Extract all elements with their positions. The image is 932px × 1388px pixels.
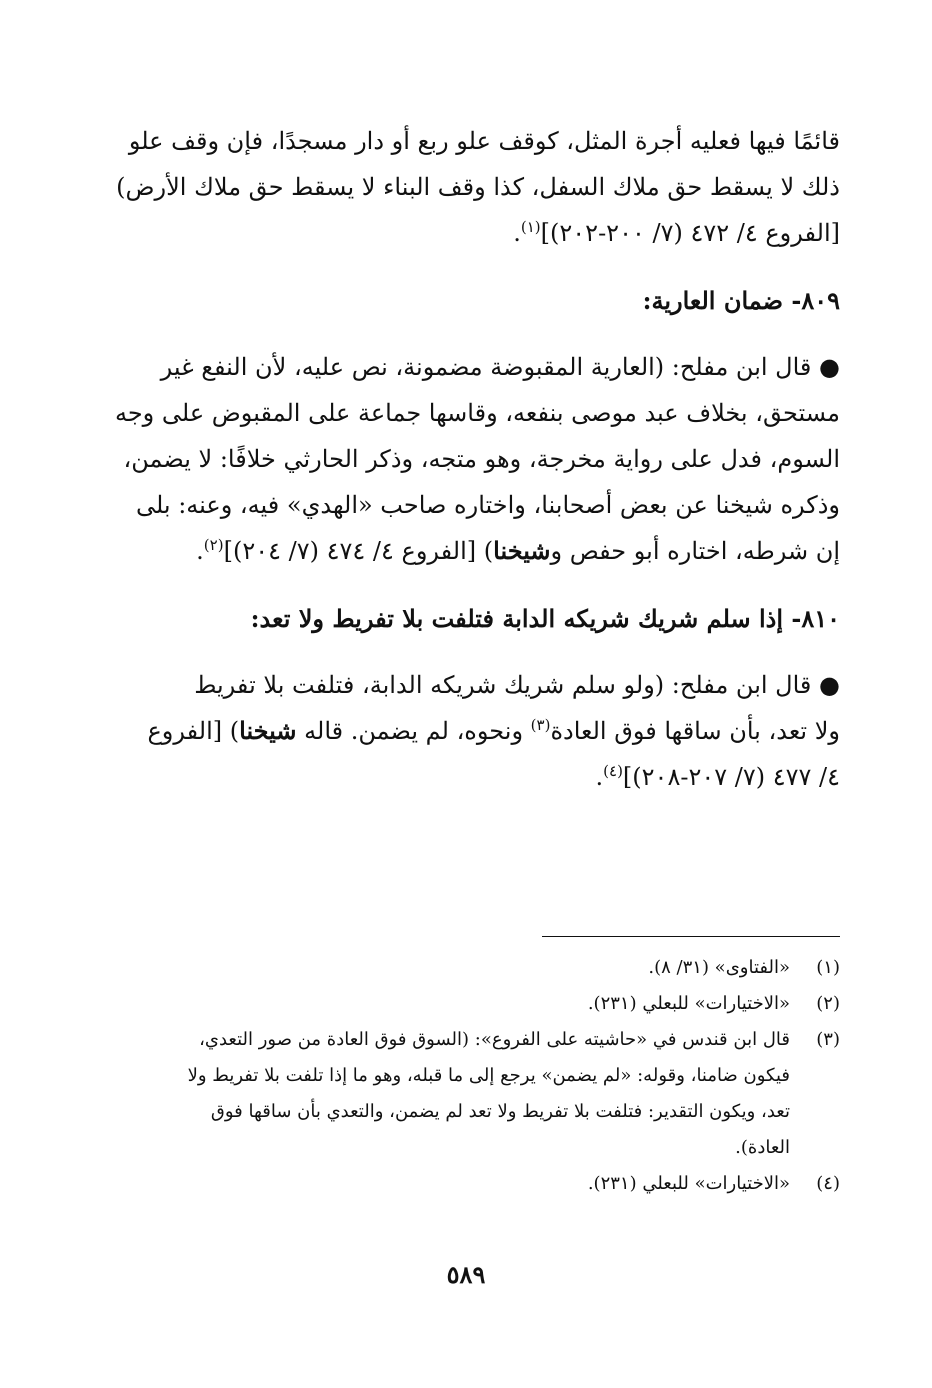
footnote-line: «الاختيارات» للبعلي (٢٣١). <box>587 993 790 1014</box>
sentence-end: . <box>595 763 604 791</box>
paragraph-line <box>102 210 840 256</box>
footnote-mark: (٣) <box>530 716 551 734</box>
section-heading-810: ٨١٠- إذا سلم شريك شريكه الدابة فتلفت بلا تفريط ولا تعد: <box>250 604 840 633</box>
footnote-number: (٤) <box>816 1173 840 1194</box>
paragraph-text: إن شرطه، اختاره أبو حفص و <box>550 537 840 565</box>
paragraph-text: قال ابن مفلح: (ولو سلم شريك شريكه الدابة، فتلفت بلا تفريط <box>194 671 812 699</box>
footnote-text <box>102 1166 790 1202</box>
footnote-item <box>102 950 840 986</box>
paragraph-line <box>102 344 840 390</box>
footnote-text <box>102 986 790 1022</box>
footnote-number: (١) <box>816 957 840 978</box>
footnote-text <box>102 950 790 986</box>
paragraph-line <box>102 754 840 800</box>
footnote-number: (٣) <box>816 1029 840 1050</box>
section-809-paragraph <box>102 344 840 574</box>
page-body <box>102 118 840 800</box>
paragraph-line: وذكره شيخنا عن بعض أصحابنا، واختاره صاحب «الهدي» فيه، وعنه: بلى <box>135 491 840 519</box>
top-paragraph <box>102 118 840 256</box>
footnote-number: (٢) <box>816 993 840 1014</box>
footnote-item <box>102 986 840 1022</box>
footnote-line: تعد، ويكون التقدير: فتلفت بلا تفريط ولا تعد لم يضمن، والتعدي بأن ساقها فوق <box>210 1101 790 1122</box>
footnote-line: العادة). <box>735 1137 790 1158</box>
footnote-mark: (٢) <box>203 536 224 554</box>
footnote-item <box>102 1022 840 1166</box>
paragraph-line: السوم، فدل على رواية مخرجة، وهو متجه، وذكر الحارثي خلافًا: لا يضمن، <box>123 445 840 473</box>
paragraph-line <box>102 662 840 708</box>
footnotes <box>102 950 840 1202</box>
footnote-item <box>102 1166 840 1202</box>
footnote-mark: (٤) <box>603 762 623 780</box>
paragraph-line <box>102 708 840 754</box>
footnote-text <box>102 1022 790 1166</box>
footnote-line: «الفتاوى» (٣١/ ٨). <box>648 957 790 978</box>
footnote-mark: (١) <box>520 218 541 236</box>
paragraph-text: ولا تعد، بأن ساقها فوق العادة <box>550 717 840 745</box>
paragraph-text: ونحوه، لم يضمن. قاله <box>296 717 531 745</box>
sentence-end: . <box>513 219 521 247</box>
bold-term: شيخنا <box>239 716 297 745</box>
footnote-line: قال ابن قندس في «حاشيته على الفروع»: (السوق فوق العادة من صور التعدي، <box>199 1029 790 1050</box>
bold-term: شيخنا <box>493 536 551 565</box>
section-heading-809: ٨٠٩- ضمان العارية: <box>642 286 840 315</box>
paragraph-text: قال ابن مفلح: (العارية المقبوضة مضمونة، نص عليه، لأن النفع غير <box>160 353 812 381</box>
sentence-end: . <box>196 537 204 565</box>
reference-text: ) [الفروع <box>147 717 240 745</box>
bullet-icon: ● <box>819 352 840 381</box>
page-number: ٥٨٩ <box>446 1260 486 1289</box>
footnote-line: فيكون ضامنا، وقوله: «لم يضمن» يرجع إلى ما قبله، وهو ما إذا تلفت بلا تفريط ولا <box>187 1065 790 1086</box>
footnote-divider <box>542 936 840 937</box>
bullet-icon: ● <box>819 670 840 699</box>
reference-text: ) [الفروع ٤/ ٤٧٤ (٧/ ٢٠٤)] <box>223 537 494 565</box>
paragraph-line: ذلك لا يسقط حق ملاك السفل، كذا وقف البناء لا يسقط حق ملاك الأرض) <box>116 173 840 201</box>
paragraph-line: قائمًا فيها فعليه أجرة المثل، كوقف علو ربع أو دار مسجدًا، فإن وقف علو <box>128 127 840 155</box>
paragraph-line <box>102 528 840 574</box>
reference-text: [الفروع ٤/ ٤٧٢ (٧/ ٢٠٠-٢٠٢)] <box>540 219 840 247</box>
section-810-paragraph <box>102 662 840 800</box>
footnote-line: «الاختيارات» للبعلي (٢٣١). <box>587 1173 790 1194</box>
reference-text: ٤/ ٤٧٧ (٧/ ٢٠٧-٢٠٨)] <box>622 763 840 791</box>
paragraph-line: مستحق، بخلاف عبد موصى بنفعه، وقاسها جماعة على المقبوض على وجه <box>114 399 840 427</box>
